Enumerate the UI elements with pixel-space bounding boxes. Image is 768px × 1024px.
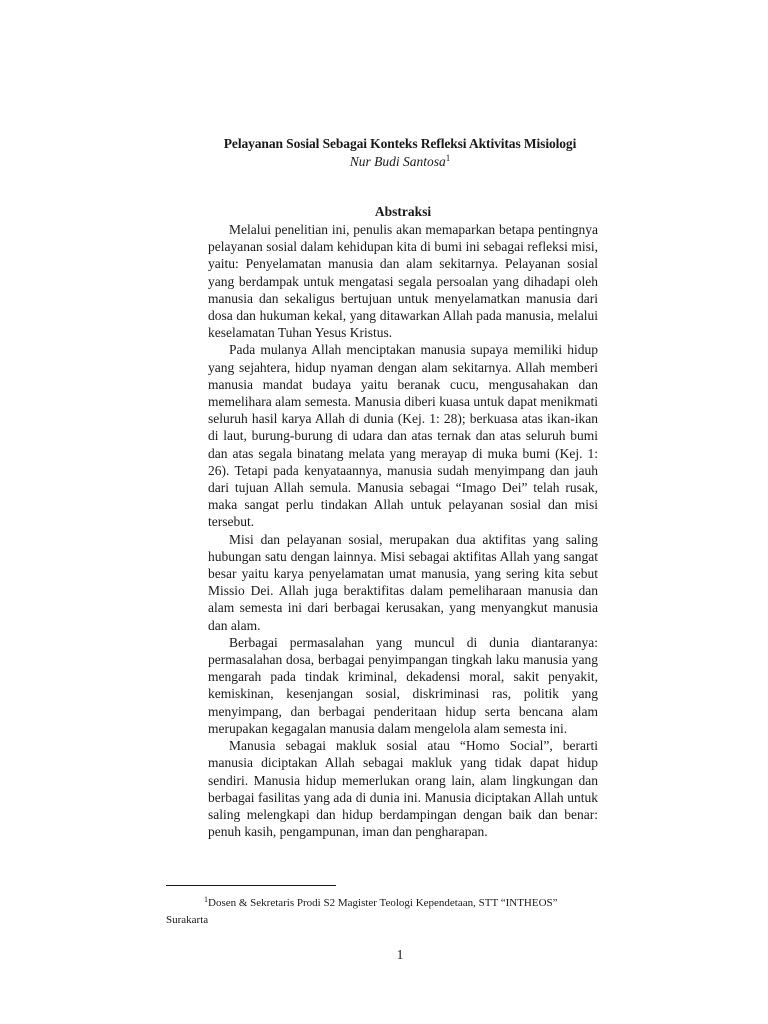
paragraph: Pada mulanya Allah menciptakan manusia supaya memiliki hidup yang sejahtera, hidup nyaman dengan alam sekitarnya. Allah memberi manusia mandat budaya yaitu beranak cucu, mengusahakan dan memelihara alam semesta. Manusia diberi kuasa untuk dapat menikmati seluruh hasil karya Allah di dunia (Kej. 1: 28); berkuasa atas ikan-ikan di laut, burung-burung di udara dan atas ternak dan atas seluruh bumi dan atas segala binatang melata yang merayap di muka bumi (Kej. 1: 26). Tetapi pada kenyataannya, manusia sudah menyimpang dan jauh dari tujuan Allah semula. Manusia sebagai “Imago Dei” telah rusak, maka sangat perlu tindakan Allah untuk pelayanan sosial dan misi tersebut. (208, 342, 598, 530)
paragraph: Berbagai permasalahan yang muncul di dunia diantaranya: permasalahan dosa, berbagai penyimpangan tingkah laku manusia yang mengarah pada tindak kriminal, dekadensi moral, sakit penyakit, kemiskinan, kesenjangan sosial, diskriminasi ras, politik yang menyimpang, dan berbagai penderitaan hidup serta bencana alam merupakan kegagalan manusia dalam mengelola alam semesta ini. (208, 634, 598, 736)
author-line (160, 153, 640, 170)
page-number: 1 (396, 947, 404, 962)
footnote-text: Dosen & Sekretaris Prodi S2 Magister Teologi Kependetaan, STT “INTHEOS” Surakarta (166, 897, 558, 926)
footnote-marker: 1 (204, 895, 208, 904)
author-name: Nur Budi Santosa (349, 154, 446, 169)
abstract-heading: Abstraksi (374, 204, 432, 219)
paragraph: Manusia sebagai makluk sosial atau “Homo Social”, berarti manusia diciptakan Allah sebagai makluk yang tidak dapat hidup sendiri. Manusia hidup memerlukan orang lain, alam lingkungan dan berbagai fasilitas yang ada di dunia ini. Manusia diciptakan Allah untuk saling melengkapi dan hidup berdampingan dengan baik dan benar: penuh kasih, pengampunan, iman dan pengharapan. (208, 738, 598, 840)
abstract-body (208, 221, 598, 840)
footnote-line (166, 891, 598, 929)
author-footnote-marker: 1 (445, 153, 451, 163)
paper-title: Pelayanan Sosial Sebagai Konteks Refleksi Aktivitas Misiologi (223, 136, 577, 151)
paragraph: Melalui penelitian ini, penulis akan memaparkan betapa pentingnya pelayanan sosial dalam kehidupan kita di bumi ini sebagai refleksi misi, yaitu: Penyelamatan manusia dan alam sekitarnya. Pelayanan sosial yang berdampak untuk mengatasi segala persoalan yang dihadapi oleh manusia dan sekaligus bertujuan untuk menyelamatkan manusia dari dosa dan hukuman kekal, yang ditawarkan Allah pada manusia, melalui keselamatan Tuhan Yesus Kristus. (208, 222, 598, 341)
footnote (166, 891, 598, 929)
paragraph: Misi dan pelayanan sosial, merupakan dua aktifitas yang saling hubungan satu dengan lainnya. Misi sebagai aktifitas Allah yang sangat besar yaitu karya penyelamatan umat manusia, yang sering kita sebut Missio Dei. Allah juga beraktifitas dalam pemeliharaan manusia dan alam semesta ini dari berbagai kerusakan, yang menyangkut manusia dan alam. (208, 531, 598, 633)
footnote-separator (166, 885, 336, 886)
